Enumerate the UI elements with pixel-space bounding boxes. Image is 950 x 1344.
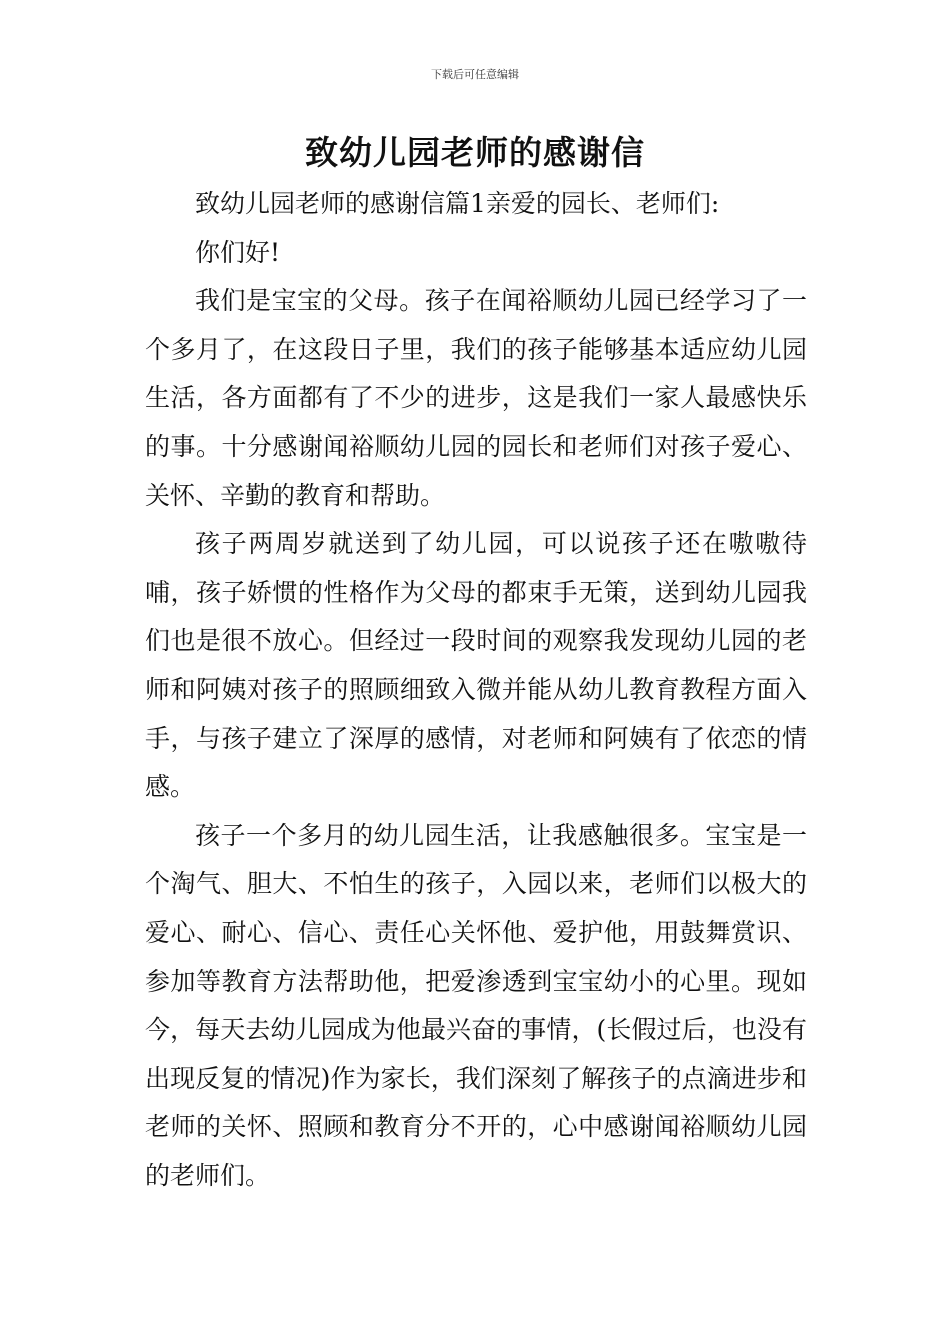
letter-paragraph: 孩子两周岁就送到了幼儿园，可以说孩子还在嗷嗷待哺，孩子娇惯的性格作为父母的都束手无策，送到幼儿园我们也是很不放心。但经过一段时间的观察我发现幼儿园的老师和阿姨对孩子的照顾细致入微并能从幼儿教育教程方面入手，与孩子建立了深厚的感情，对老师和阿姨有了依恋的情感。 xyxy=(145,529,807,802)
letter-paragraph: 我们是宝宝的父母。孩子在闻裕顺幼儿园已经学习了一个多月了，在这段日子里，我们的孩子能够基本适应幼儿园生活，各方面都有了不少的进步，这是我们一家人最感快乐的事。十分感谢闻裕顺幼儿园的园长和老师们对孩子爱心、关怀、辛勤的教育和帮助。 xyxy=(145,286,807,510)
letter-paragraph: 致幼儿园老师的感谢信篇1亲爱的园长、老师们: xyxy=(195,189,720,218)
letter-paragraph: 你们好! xyxy=(195,237,281,267)
header-note: 下载后可任意编辑 xyxy=(431,68,519,81)
letter-body xyxy=(145,180,807,1200)
page-title: 致幼儿园老师的感谢信 xyxy=(305,133,645,172)
letter-paragraph: 孩子一个多月的幼儿园生活，让我感触很多。宝宝是一个淘气、胆大、不怕生的孩子，入园以来，老师们以极大的爱心、耐心、信心、责任心关怀他、爱护他，用鼓舞赏识、参加等教育方法帮助他，把爱渗透到宝宝幼小的心里。现如今，每天去幼儿园成为他最兴奋的事情，(长假过后，也没有出现反复的情况)作为家长，我们深刻了解孩子的点滴进步和老师的关怀、照顾和教育分不开的，心中感谢闻裕顺幼儿园的老师们。 xyxy=(145,820,807,1190)
